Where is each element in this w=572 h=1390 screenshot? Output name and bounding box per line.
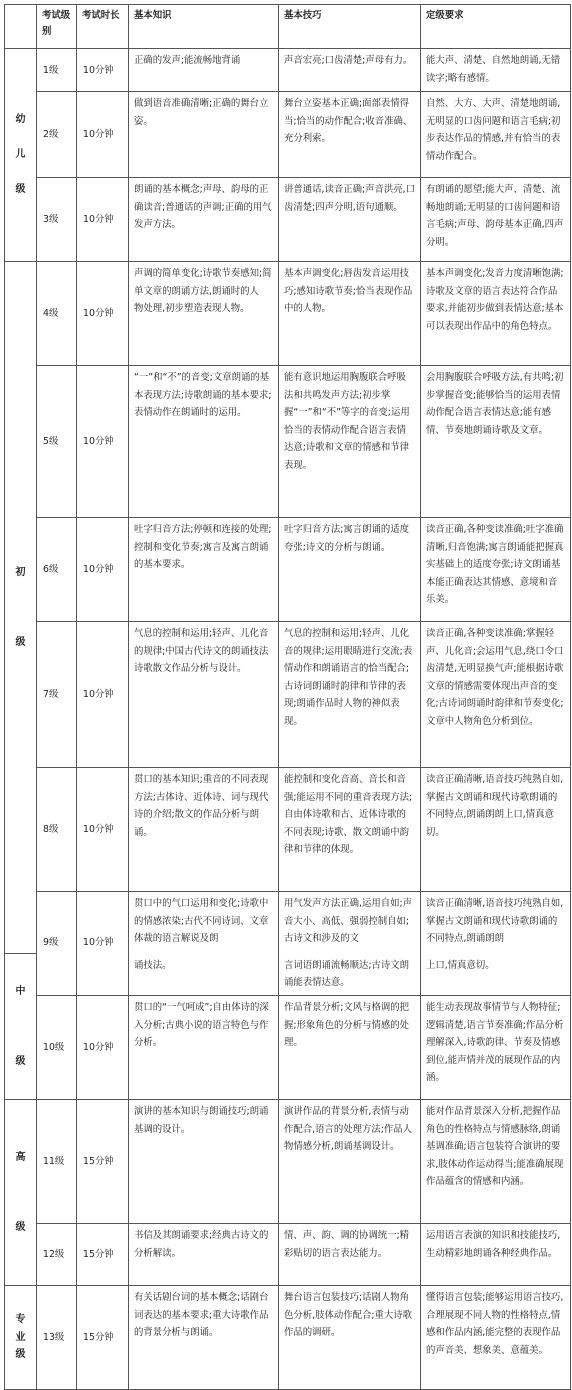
table-row [5,49,571,92]
requirement-cell: 会用胸腹联合呼吸方法,有共鸣;初步掌握音变;能够恰当的运用表情动作配合语言表情达意;能有感情、节奏地朗诵诗歌及文章。 [421,366,571,518]
knowledge-cell: 贯口的基本知识;重音的不同表现方法;古体诗、近体诗、词与现代诗的介绍;散文的作品分析与朗诵。 [129,768,279,892]
duration-cell: 10分钟 [77,892,129,954]
grade-cell: 2级 [37,92,77,178]
table-row [5,92,571,178]
table-row [5,262,571,366]
duration-cell [77,954,129,996]
exam-grade-table [4,4,571,1390]
skill-cell: 声音宏亮;口齿清楚;声母有力。 [279,49,421,92]
requirement-cell: 读音正确,各种变读准确;吐字准确清晰,归音饱满;寓言朗诵能把握真实基础上的适度夸张;诗文朗诵基本能正确表达其情感、意境和音乐美。 [421,518,571,622]
knowledge-cell: 演讲的基本知识与朗诵技巧;朗诵基调的设计。 [129,1100,279,1224]
level-pro: 专 业 级 [5,1286,37,1390]
duration-cell: 10分钟 [77,622,129,768]
skill-cell: 演讲作品的背景分析,表情与动作配合,语言的处理方法;作品人物情感分析,朗诵基调设计。 [279,1100,421,1224]
requirement-cell: 有朗诵的愿望;能大声、清楚、流畅地朗诵;无明显的口齿问题和语言毛病;声母、韵母基本正确,四声分明。 [421,178,571,262]
grade-cell: 4级 [37,262,77,366]
knowledge-cell: 书信及其朗诵要求;经典古诗文的分析解读。 [129,1224,279,1286]
knowledge-cell: 诵技法。 [129,954,279,996]
skill-cell: 情、声、韵、调的协调统一;精彩贴切的语言表达能力。 [279,1224,421,1286]
duration-cell: 10分钟 [77,49,129,92]
header-knowledge: 基本知识 [129,5,279,49]
grade-cell: 8级 [37,768,77,892]
header-blank [5,5,37,49]
grade-cell: 3级 [37,178,77,262]
duration-cell: 15分钟 [77,1224,129,1286]
requirement-cell: 读音正确,各种变读准确;掌握轻声、儿化音;会运用气息,绕口令口齿清楚,无明显换气声;能根据诗歌文章的情感需要体现出声音的变化;古诗词朗诵时韵律和节奏变化;文章中人物角色分析到位。 [421,622,571,768]
skill-cell: 气息的控制和运用;轻声、儿化音的规律;运用眼睛进行交流;表情动作和朗诵语言的恰当配合;古诗词朗诵时韵律和节律的表现;朗诵作品时人物的神似表现。 [279,622,421,768]
header-skill: 基本技巧 [279,5,421,49]
level-senior: 高 级 [5,1100,37,1286]
table-row [5,622,571,768]
duration-cell: 10分钟 [77,996,129,1100]
header-requirement: 定级要求 [421,5,571,49]
level-middle: 中 级 [5,954,37,1100]
level-kid: 幼 儿 级 [5,49,37,262]
grade-cell: 11级 [37,1100,77,1224]
knowledge-cell: 正确的发声;能流畅地背诵 [129,49,279,92]
table-row [5,1224,571,1286]
grade-cell: 13级 [37,1286,77,1390]
table-row [5,366,571,518]
knowledge-cell: 声调的简单变化;诗歌节奏感知;简单文章的朗诵方法,朗诵时的人 物处理,初步塑造表现人物。 [129,262,279,366]
skill-cell: 能控制和变化音高、音长和音强;能运用不同的重音表现方法;自由体诗歌和古、近体诗歌的不同表现;诗歌、散文朗诵中韵律和节律的体现。 [279,768,421,892]
grade-cell: 12级 [37,1224,77,1286]
requirement-cell: 读音正确清晰,语音技巧纯熟自如,掌握古文朗诵和现代诗歌朗诵的不同特点,朗诵朗朗 [421,892,571,954]
duration-cell: 10分钟 [77,768,129,892]
table-row [5,954,571,996]
requirement-cell: 能生动表现故事情节与人物特征;逻辑清楚,语言节奏准确;作品分析理解深入,诗歌韵律、节奏及情感到位,能声情并茂的展现作品的内涵。 [421,996,571,1100]
requirement-cell: 运用语言表演的知识和技能技巧,生动精彩地朗诵各种经典作品。 [421,1224,571,1286]
grade-cell: 7级 [37,622,77,768]
knowledge-cell: 做到语音准确清晰;正确的舞台立姿。 [129,92,279,178]
header-duration: 考试时长 [77,5,129,49]
knowledge-cell: 吐字归音方法;停顿和连接的处理;控制和变化节奏;寓言及寓言朗诵的基本要求。 [129,518,279,622]
table-header-row [5,5,571,49]
skill-cell: 作品背景分析;文风与格调的把握;形象角色的分析与情感的处理。 [279,996,421,1100]
skill-cell: 基本声调变化;唇齿发音运用技巧;感知诗歌节奏;恰当表现作品中的人物。 [279,262,421,366]
skill-cell: 言词语朗诵流畅顺达;古诗文朗诵能表情达意。 [279,954,421,996]
grade-cell [37,954,77,996]
level-primary: 初 级 [5,262,37,954]
skill-cell: 讲普通话,读音正确;声音洪亮,口齿清楚;四声分明,语句通顺。 [279,178,421,262]
duration-cell: 15分钟 [77,1100,129,1224]
requirement-cell: 能对作品背景深入分析,把握作品角色的性格特点与情感脉络,朗诵基调准确;语言包装符合演讲的要求,肢体动作运动得当;能准确展现作品蕴含的情感和内涵。 [421,1100,571,1224]
grade-cell: 1级 [37,49,77,92]
duration-cell: 10分钟 [77,518,129,622]
requirement-cell: 基本声调变化;发音力度清晰饱满;诗歌及文章的语言表达符合作品要求,并能初步做到表情达意;基本可以表现出作品中的角色特点。 [421,262,571,366]
duration-cell: 10分钟 [77,366,129,518]
skill-cell: 舞台立姿基本正确;面部表情得当;恰当的动作配合;收音准确、充分利索。 [279,92,421,178]
duration-cell: 10分钟 [77,178,129,262]
requirement-cell: 自然、大方、大声、清楚地朗诵,无明显的口齿问题和语言毛病;初步表达作品的情感,并有恰当的表情动作配合。 [421,92,571,178]
table-row [5,892,571,954]
table-row [5,768,571,892]
knowledge-cell: 气息的控制和运用;轻声、儿化音的规律;中国古代诗文的朗诵技法诗歌散文作品分析与设计。 [129,622,279,768]
knowledge-cell: 贯口的“一气呵成”;自由体诗的深入分析;古典小说的语言特色与作 分析。 [129,996,279,1100]
requirement-cell: 读音正确清晰,语音技巧纯熟自如,掌握古文朗诵和现代诗歌朗诵的不同特点,朗诵朗朗上口,情真意切。 [421,768,571,892]
skill-cell: 舞台语言包装技巧;话剧人物角色分析,肢体动作配合;重大诗歌作品的调研。 [279,1286,421,1390]
knowledge-cell: “一”和“不”的音变;文章朗诵的基本表现方法;诗歌朗诵的基本要求;表情动作在朗诵时的运用。 [129,366,279,518]
requirement-cell: 能大声、清楚、自然地朗诵,无错读字;略有感情。 [421,49,571,92]
table-row [5,996,571,1100]
grade-cell: 6级 [37,518,77,622]
skill-cell: 能有意识地运用胸腹联合呼吸法和共鸣发声方法;初步掌握“一”和“不”等字的音变;运用恰当的表情动作配合语言表情达意;诗歌和文章的情感和节律表现。 [279,366,421,518]
skill-cell: 用气发声方法正确,运用自如;声音大小、高低、强弱控制自如;古诗文和涉及的文 [279,892,421,954]
duration-cell: 15分钟 [77,1286,129,1390]
header-level: 考试级别 [37,5,77,49]
requirement-cell: 上口,情真意切。 [421,954,571,996]
duration-cell: 10分钟 [77,262,129,366]
table-row [5,1286,571,1390]
knowledge-cell: 朗诵的基本概念;声母、韵母的正确读音;普通话的声调;正确的用气发声方法。 [129,178,279,262]
table-row [5,178,571,262]
duration-cell: 10分钟 [77,92,129,178]
grade-cell: 10级 [37,996,77,1100]
table-row [5,518,571,622]
grade-cell: 5级 [37,366,77,518]
knowledge-cell: 有关话剧台词的基本概念;话剧台词表达的基本要求;重大诗歌作品 的背景分析与朗诵。 [129,1286,279,1390]
grade-cell: 9级 [37,892,77,954]
requirement-cell: 懂得语言包装;能够运用语言技巧,合理展现不同人物的性格特点,情感和作品内涵,能完整的表现作品的声音美、想象美、意蕴美。 [421,1286,571,1390]
skill-cell: 吐字归音方法;寓言朗诵的适度夸张;诗文的分析与朗诵。 [279,518,421,622]
table-row [5,1100,571,1224]
knowledge-cell: 贯口中的气口运用和变化;诗歌中的情感浓染;古代不同诗词、文章体裁的语言解说及朗 [129,892,279,954]
